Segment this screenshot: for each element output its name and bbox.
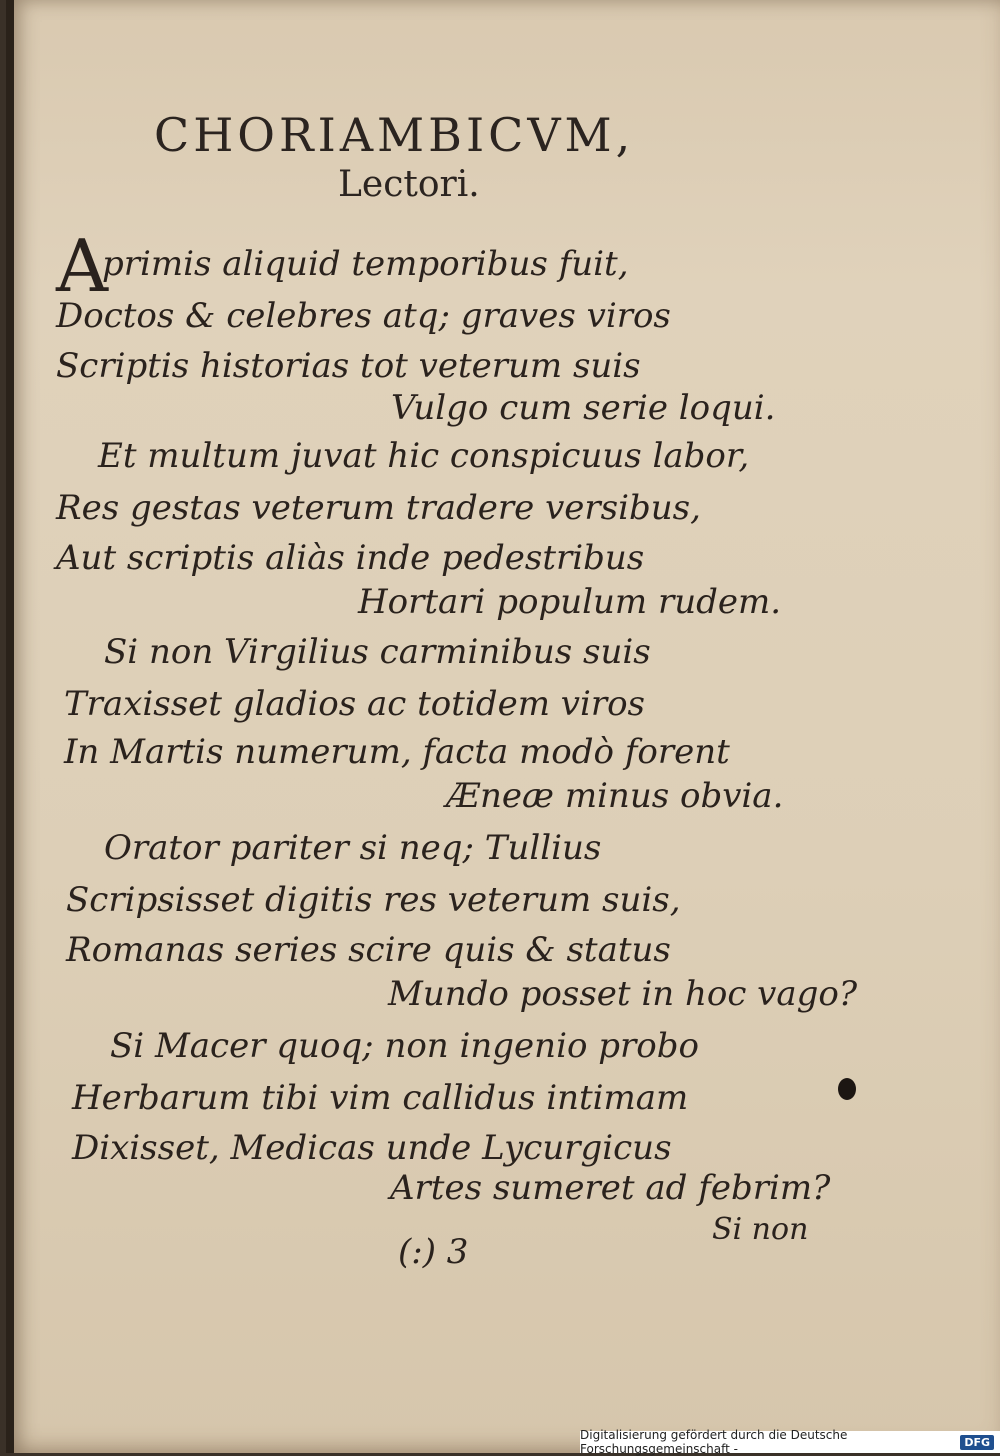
verse-line: Orator pariter si neq; Tullius	[104, 828, 602, 868]
page-subtitle: Lectori.	[338, 164, 480, 205]
verse-line: Mundo posset in hoc vago?	[388, 974, 858, 1014]
verse-line: Res gestas veterum tradere versibus,	[56, 488, 701, 528]
verse-line: Hortari populum rudem.	[358, 582, 782, 622]
verse-line: Scripsisset digitis res veterum suis,	[66, 880, 681, 920]
verse-line: Si Macer quoq; non ingenio probo	[110, 1026, 699, 1066]
book-page	[6, 0, 1000, 1453]
signature-mark: (:) 3	[398, 1232, 469, 1272]
ink-blot	[838, 1078, 856, 1100]
verse-line: primis aliquid temporibus fuit,	[102, 244, 629, 284]
verse-line: Dixisset, Medicas unde Lycurgicus	[72, 1128, 672, 1168]
verse-line: Scriptis historias tot veterum suis	[56, 346, 641, 386]
digitization-note: Digitalisierung gefördert durch die Deutsche Forschungsgemeinschaft -	[580, 1428, 848, 1456]
verse-line: In Martis numerum, facta modò forent	[64, 732, 730, 772]
verse-line: Herbarum tibi vim callidus intimam	[72, 1078, 689, 1118]
verse-line: Traxisset gladios ac totidem viros	[64, 684, 645, 724]
verse-line: Aut scriptis aliàs inde pedestribus	[56, 538, 645, 578]
verse-line: Si non Virgilius carminibus suis	[104, 632, 651, 672]
catchword: Si non	[712, 1212, 809, 1247]
drop-capital: A	[56, 224, 108, 308]
page-title: CHORIAMBICVM,	[154, 108, 635, 162]
verse-line: Æneæ minus obvia.	[446, 776, 784, 816]
verse-line: Doctos & celebres atq; graves viros	[56, 296, 671, 336]
verse-line: Romanas series scire quis & status	[66, 930, 671, 970]
page-binding-edge	[6, 0, 14, 1453]
verse-line: Artes sumeret ad febrim?	[390, 1168, 831, 1208]
dfg-logo[interactable]: DFG	[960, 1435, 994, 1450]
verse-line: Vulgo cum serie loqui.	[391, 388, 776, 428]
digitization-footer	[580, 1428, 1000, 1456]
verse-line: Et multum juvat hic conspicuus labor,	[98, 436, 750, 476]
